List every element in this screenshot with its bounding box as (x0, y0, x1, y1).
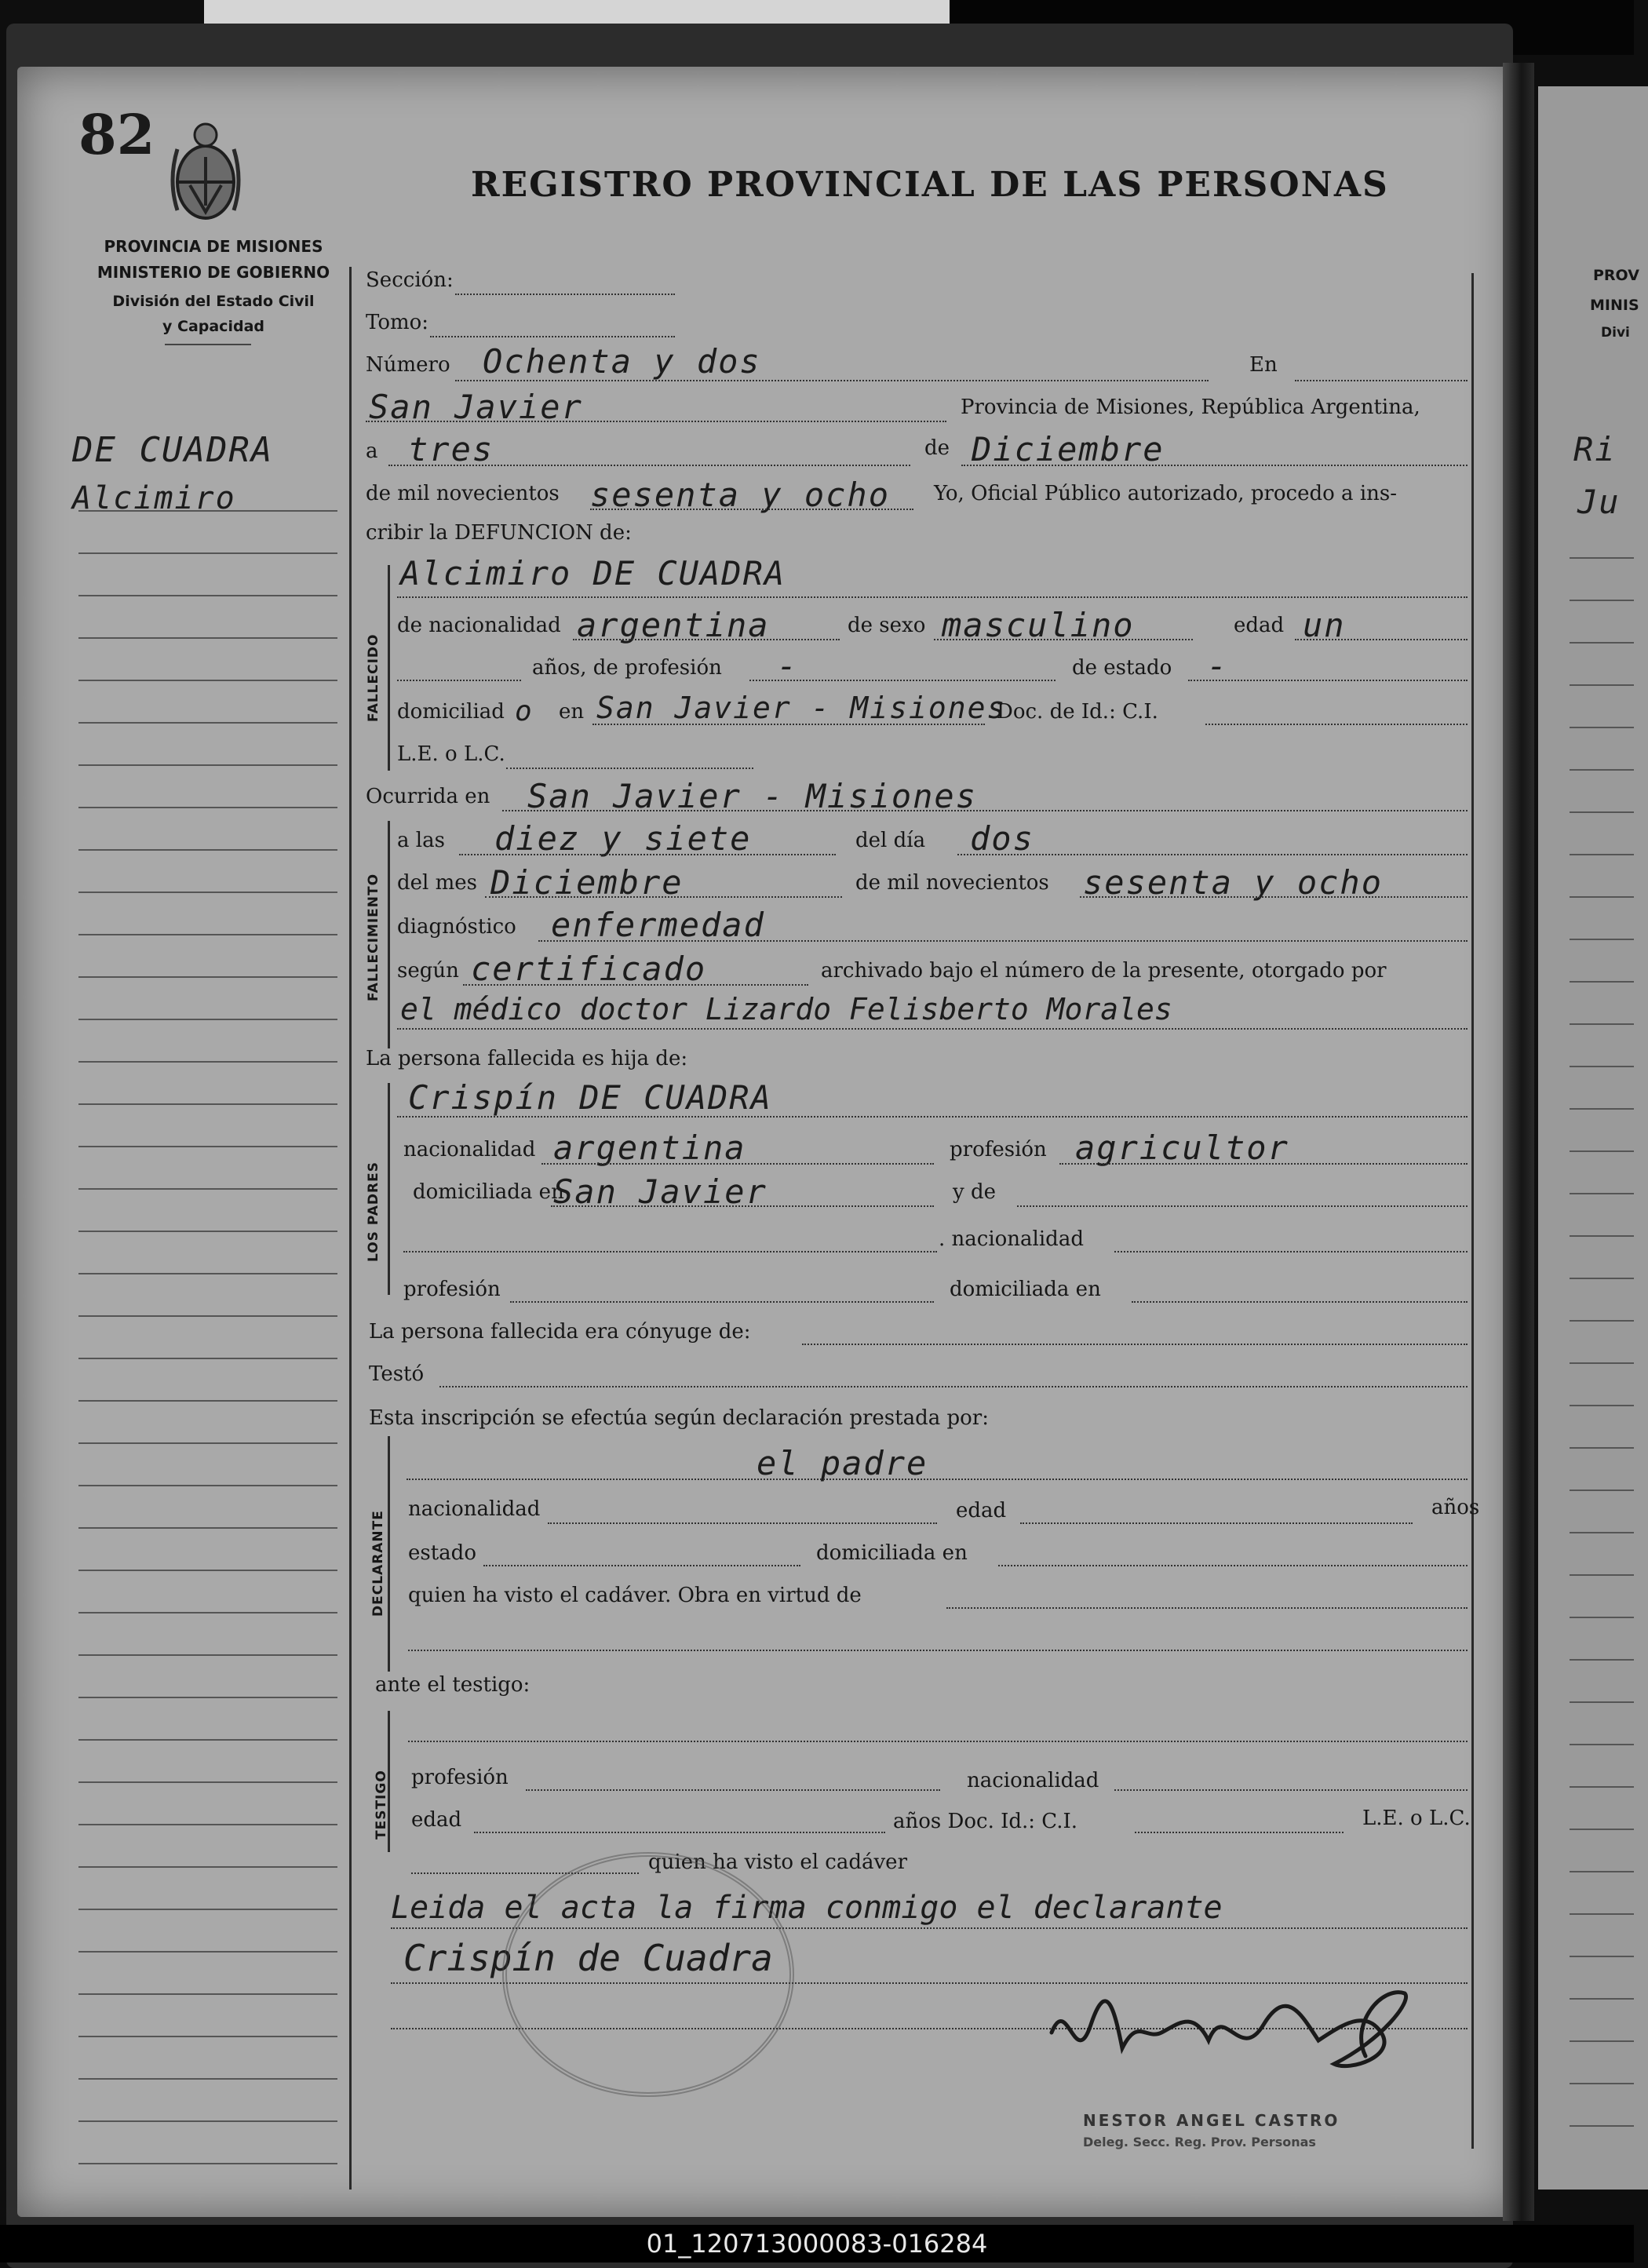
declarante-extra-line (408, 1650, 1468, 1651)
fallecimiento-de-mil-label: de mil novecientos (855, 871, 1049, 895)
domicilio-value: San Javier - Misiones (596, 691, 1007, 725)
margin-ruled-line (78, 934, 337, 935)
de-label: de (924, 436, 950, 460)
testigo-nacionalidad-line (1114, 1789, 1468, 1791)
fallecimiento-mes-value: Diciembre (490, 863, 684, 902)
hora-line (459, 854, 836, 855)
official-seal (502, 1852, 794, 2097)
fallecimiento-dia-value: dos (970, 819, 1034, 858)
ocurrida-line (502, 810, 1468, 811)
margin-ruled-line (78, 1697, 337, 1698)
fallecimiento-dia-line (957, 854, 1468, 855)
fallecido-name-line (397, 596, 1468, 598)
declarante-edad-line (1020, 1522, 1413, 1524)
tomo-label: Tomo: (366, 311, 429, 334)
numero-value: Ochenta y dos (483, 342, 761, 381)
y-de-line (1017, 1205, 1468, 1207)
declarante-anios-label: años (1431, 1496, 1480, 1519)
numero-label: Número (366, 353, 450, 377)
facing-page-ruled-line (1570, 1320, 1634, 1322)
hija-label: La persona fallecida es hija de: (366, 1047, 688, 1070)
testigo-intro: ante el testigo: (375, 1673, 530, 1697)
margin-ruled-line (78, 2120, 337, 2122)
margin-ruled-line (78, 764, 337, 766)
padres-domiciliada2-line (1132, 1301, 1468, 1303)
declarante-visto-label: quien ha visto el cadáver. Obra en virtud de (408, 1584, 862, 1607)
testigo-doc-line (1135, 1832, 1344, 1833)
divider (165, 344, 251, 345)
facing-page-handwriting: Ri (1573, 430, 1617, 469)
margin-ruled-line (78, 1019, 337, 1020)
margin-ruled-line (78, 1103, 337, 1105)
sexo-line (934, 639, 1193, 640)
margin-ruled-line (78, 2163, 337, 2164)
doc-label: Doc. de Id.: C.I. (997, 700, 1158, 724)
facing-page-ruled-line (1570, 684, 1634, 686)
margin-ruled-line (78, 680, 337, 681)
cribir-label: cribir la DEFUNCION de: (366, 521, 632, 545)
mes-value: Diciembre (972, 430, 1165, 469)
ocurrida-label: Ocurrida en (366, 785, 490, 808)
facing-page-ruled-line (1570, 1235, 1634, 1237)
margin-ruled-line (78, 595, 337, 596)
domiciliado-label: domiciliad (397, 700, 505, 724)
margin-divider (349, 267, 352, 2190)
facing-page (1538, 86, 1648, 2190)
declarante-nacionalidad-label: nacionalidad (408, 1497, 541, 1521)
padres-nacionalidad2-line (1114, 1251, 1468, 1253)
padres-section-label: LOS PADRES (366, 1161, 381, 1262)
facing-page-ruled-line (1570, 981, 1634, 983)
facing-page-ruled-line (1570, 1913, 1634, 1915)
margin-ruled-line (78, 1231, 337, 1232)
segun-label: según (397, 959, 459, 983)
declarante-domiciliada-label: domiciliada en (816, 1541, 968, 1565)
testigo-profesion-label: profesión (411, 1766, 509, 1789)
margin-ruled-line (78, 1654, 337, 1656)
facing-page-ruled-line (1570, 1574, 1634, 1576)
del-mes-label: del mes (397, 871, 477, 895)
nacionalidad-line (573, 639, 840, 640)
margin-ruled-line (78, 1442, 337, 1444)
a-las-label: a las (397, 829, 445, 852)
margin-ruled-line (78, 849, 337, 851)
page-number: 82 (78, 102, 155, 167)
estado-line (1188, 680, 1468, 681)
margin-ruled-line (78, 1400, 337, 1402)
facing-page-ruled-line (1570, 1829, 1634, 1830)
domicilio-line (592, 724, 985, 725)
image-id-label: 01_120713000083-016284 (646, 2229, 988, 2259)
profesion-line (749, 680, 1056, 681)
lugar-value: San Javier (369, 388, 583, 426)
en-line (1295, 380, 1468, 381)
margin-ruled-line (78, 1824, 337, 1825)
padres-domicilio-value: San Javier (553, 1172, 767, 1211)
facing-page-ruled-line (1570, 1447, 1634, 1449)
dia-value: tres (408, 430, 494, 469)
facing-page-ruled-line (1570, 1278, 1634, 1279)
padres-domiciliada2-label: domiciliada en (950, 1278, 1101, 1301)
margin-ruled-line (78, 807, 337, 808)
margin-given-name: Alcimiro (72, 480, 236, 516)
padres-nacionalidad2-label: . nacionalidad (939, 1227, 1084, 1251)
facing-page-ruled-line (1570, 600, 1634, 601)
ministry-line: MINISTERIO DE GOBIERNO (97, 263, 330, 282)
margin-ruled-line (78, 1612, 337, 1613)
en-label: En (1249, 353, 1278, 377)
anio-line (590, 509, 913, 510)
facing-page-text: Divi (1601, 325, 1630, 341)
anio-value: sesenta y ocho (590, 476, 891, 514)
margin-surname: DE CUADRA (72, 430, 274, 470)
facing-page-ruled-line (1570, 1871, 1634, 1872)
margin-ruled-line (78, 2036, 337, 2037)
testigo-name-line (408, 1741, 1468, 1742)
facing-page-ruled-line (1570, 642, 1634, 644)
dia-line (388, 465, 910, 466)
provincia-label: Provincia de Misiones, República Argentina, (961, 396, 1420, 419)
margin-ruled-line (78, 1739, 337, 1741)
conyuge-line (802, 1344, 1468, 1345)
doc-line (1205, 724, 1468, 725)
declarante-estado-line (483, 1565, 800, 1566)
del-dia-label: del día (855, 829, 926, 852)
diagnostico-line (538, 940, 1468, 942)
page-title: REGISTRO PROVINCIAL DE LAS PERSONAS (471, 165, 1389, 205)
medico-line (397, 1028, 1468, 1030)
oficial-label: Yo, Oficial Público autorizado, procedo a ins- (934, 482, 1398, 505)
padres-nacionalidad-value: argentina (553, 1129, 746, 1167)
medico-value: el médico doctor Lizardo Felisberto Morales (400, 992, 1172, 1026)
declarante-domiciliada-line (998, 1565, 1468, 1566)
testigo-edad-line (474, 1832, 885, 1833)
lugar-line (366, 421, 946, 422)
padres-profesion-value: agricultor (1075, 1129, 1289, 1167)
padres-profesion2-line (510, 1301, 934, 1303)
padres-profesion-label: profesión (950, 1138, 1047, 1161)
facing-page-text: MINIS (1590, 297, 1639, 314)
padres-nacionalidad-line (541, 1163, 934, 1165)
diagnostico-label: diagnóstico (397, 915, 516, 939)
declarante-visto-line (946, 1607, 1468, 1609)
anios-line (397, 680, 521, 681)
padres-domiciliada-label: domiciliada en (413, 1180, 564, 1204)
testigo-nacionalidad-label: nacionalidad (967, 1769, 1099, 1792)
facing-page-ruled-line (1570, 1532, 1634, 1533)
official-title: Deleg. Secc. Reg. Prov. Personas (1083, 2135, 1316, 2149)
facing-page-ruled-line (1570, 1405, 1634, 1406)
facing-page-ruled-line (1570, 1786, 1634, 1788)
facing-page-ruled-line (1570, 2125, 1634, 2127)
testigo-section-label: TESTIGO (374, 1770, 389, 1840)
facing-page-ruled-line (1570, 1362, 1634, 1364)
fallecimiento-mes-line (485, 896, 842, 898)
edad-value: un (1303, 606, 1346, 644)
margin-ruled-line (78, 976, 337, 978)
margin-ruled-line (78, 1570, 337, 1571)
official-signature (1036, 1978, 1428, 2088)
ministry-line: PROVINCIA DE MISIONES (104, 237, 323, 256)
y-de-label: y de (953, 1180, 996, 1204)
testigo-anios-doc-label: años Doc. Id.: C.I. (893, 1810, 1078, 1833)
sexo-value: masculino (942, 606, 1135, 644)
margin-ruled-line (78, 1315, 337, 1317)
official-name: NESTOR ANGEL CASTRO (1083, 2111, 1340, 2130)
facing-page-ruled-line (1570, 854, 1634, 855)
archivado-label: archivado bajo el número de la presente, otorgado por (821, 959, 1387, 983)
margin-ruled-line (78, 1951, 337, 1953)
margin-ruled-line (78, 1146, 337, 1147)
facing-page-ruled-line (1570, 2040, 1634, 2042)
facing-page-text: PROV (1593, 267, 1639, 284)
facing-page-ruled-line (1570, 1150, 1634, 1152)
edad-line (1295, 639, 1468, 640)
le-label: L.E. o L.C. (397, 742, 505, 766)
conyuge-label: La persona fallecida era cónyuge de: (369, 1320, 751, 1344)
le-line (506, 768, 753, 769)
fallecido-name: Alcimiro DE CUADRA (400, 554, 786, 593)
facing-page-ruled-line (1570, 1066, 1634, 1067)
anios-label: años, de profesión (532, 656, 722, 680)
tomo-line (430, 336, 675, 337)
facing-page-ruled-line (1570, 1744, 1634, 1745)
domiciliado-suffix: o (515, 695, 534, 727)
margin-ruled-line (78, 1061, 337, 1063)
ocurrida-value: San Javier - Misiones (527, 777, 978, 815)
padres-profesion-line (1059, 1163, 1468, 1165)
facing-page-ruled-line (1570, 1956, 1634, 1957)
margin-ruled-line (78, 1993, 337, 1995)
seccion-label: Sección: (366, 268, 454, 292)
padres-domicilio-line (551, 1205, 934, 1207)
declarante-nacionalidad-line (548, 1522, 937, 1524)
facing-page-ruled-line (1570, 896, 1634, 898)
fallecimiento-anio-value: sesenta y ocho (1083, 863, 1384, 902)
facing-page-ruled-line (1570, 1193, 1634, 1194)
margin-ruled-line (78, 2078, 337, 2080)
segun-line (463, 984, 808, 986)
a-label: a (366, 439, 378, 463)
hora-value: diez y siete (494, 819, 752, 858)
closing-text: Leida el acta la firma conmigo el declarante (391, 1890, 1223, 1926)
testigo-profesion-line (526, 1789, 940, 1791)
sexo-label: de sexo (848, 614, 926, 637)
declarante-value: el padre (757, 1444, 928, 1482)
segun-value: certificado (471, 950, 707, 988)
padres-nacionalidad-label: nacionalidad (403, 1138, 536, 1161)
facing-page-ruled-line (1570, 1701, 1634, 1703)
padres-profesion2-label: profesión (403, 1278, 501, 1301)
padres-bracket (388, 1083, 390, 1295)
facing-page-ruled-line (1570, 1998, 1634, 2000)
madre-line (403, 1251, 937, 1253)
facing-page-ruled-line (1570, 811, 1634, 813)
margin-ruled-line (78, 722, 337, 724)
facing-page-ruled-line (1570, 2083, 1634, 2084)
margin-ruled-line (78, 1866, 337, 1868)
nacionalidad-label: de nacionalidad (397, 614, 561, 637)
declarante-section-label: DECLARANTE (370, 1510, 386, 1617)
right-border (1471, 273, 1474, 2149)
declarant-signature: Crispín de Cuadra (403, 1937, 773, 1979)
nacionalidad-value: argentina (577, 606, 770, 644)
testo-label: Testó (369, 1362, 425, 1386)
facing-page-ruled-line (1570, 557, 1634, 559)
inscripcion-label: Esta inscripción se efectúa según declaración prestada por: (369, 1406, 989, 1430)
facing-page-ruled-line (1570, 1108, 1634, 1110)
diagnostico-value: enfermedad (551, 906, 765, 944)
fallecimiento-section-label: FALLECIMIENTO (366, 873, 381, 1001)
padre-name: Crispín DE CUADRA (408, 1078, 772, 1117)
declarante-line (407, 1479, 1468, 1480)
ministry-line: División del Estado Civil (112, 293, 315, 310)
domicilio-en-label: en (559, 700, 585, 724)
edad-label: edad (1234, 614, 1285, 637)
de-mil-label: de mil novecientos (366, 482, 560, 505)
declarante-bracket (388, 1436, 390, 1672)
margin-ruled-line (78, 1273, 337, 1274)
facing-page-ruled-line (1570, 1659, 1634, 1661)
mes-line (961, 465, 1468, 466)
facing-page-ruled-line (1570, 1023, 1634, 1025)
facing-page-ruled-line (1570, 1617, 1634, 1618)
coat-of-arms-icon (166, 118, 245, 228)
margin-ruled-line (78, 1781, 337, 1783)
margin-ruled-line (78, 892, 337, 893)
padre-line (397, 1116, 1468, 1118)
facing-page-ruled-line (1570, 1490, 1634, 1491)
fallecido-section-label: FALLECIDO (366, 633, 381, 722)
margin-ruled-line (78, 1527, 337, 1529)
testigo-le-label: L.E. o L.C. (1362, 1807, 1471, 1830)
book-gutter (1503, 63, 1534, 2221)
testigo-edad-label: edad (411, 1808, 462, 1832)
seccion-line (455, 294, 675, 295)
testigo-visto-label: quien ha visto el cadáver (648, 1850, 908, 1874)
declarante-edad-label: edad (956, 1499, 1007, 1522)
profesion-value: - (777, 647, 799, 685)
facing-page-handwriting: Ju (1577, 483, 1621, 521)
margin-ruled-line (78, 637, 337, 639)
margin-ruled-line (78, 1188, 337, 1190)
margin-ruled-line (78, 1485, 337, 1486)
fallecimiento-anio-line (1080, 896, 1468, 898)
facing-page-ruled-line (1570, 727, 1634, 728)
margin-ruled-line (78, 552, 337, 554)
declarante-estado-label: estado (408, 1541, 476, 1565)
margin-ruled-line (78, 1909, 337, 1910)
fallecido-bracket (388, 565, 390, 771)
numero-line (455, 380, 1209, 381)
testo-line (439, 1386, 1468, 1387)
estado-value: - (1207, 647, 1229, 685)
ministry-line: y Capacidad (162, 318, 264, 335)
fallecimiento-bracket (388, 821, 390, 1048)
estado-label: de estado (1072, 656, 1172, 680)
facing-page-ruled-line (1570, 939, 1634, 940)
facing-page-ruled-line (1570, 769, 1634, 771)
margin-ruled-line (78, 1358, 337, 1359)
